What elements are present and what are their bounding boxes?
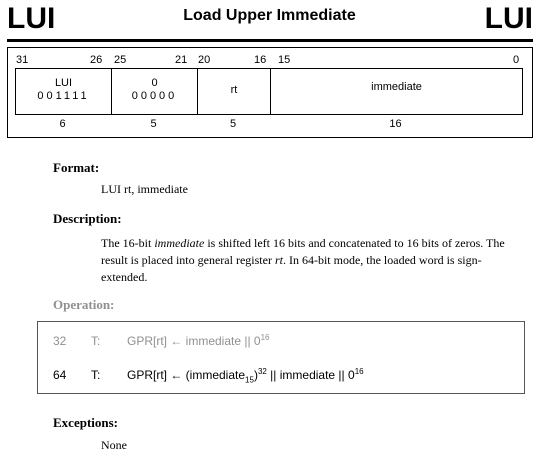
bit-number: 15 [278,54,291,66]
desc-emphasis: immediate [154,236,205,250]
format-text: LUI rt, immediate [101,182,188,196]
description-heading: Description: [53,211,122,226]
bit-number: 16 [254,54,267,66]
bit-number: 20 [198,54,211,66]
op-superscript: 16 [354,367,364,376]
exceptions-heading: Exceptions: [53,415,118,430]
op-superscript: 16 [260,333,270,342]
op-text: ) [253,368,258,382]
op-text: GPR[rt] ← (immediate [127,368,246,382]
bit-number: 21 [175,54,188,66]
field-name: LUI [54,77,73,89]
op-mode: 32 [53,334,67,348]
desc-part: . In 64-bit mode, the loaded word is sign-extended. [101,253,482,284]
bit-number: 25 [114,54,127,66]
field-width: 16 [389,118,402,130]
op-label: T: [91,334,101,348]
op-text: || immediate || 0 [266,368,355,382]
field-bits: 001111 [37,90,90,102]
field-width: 5 [150,118,157,130]
field-name: immediate [371,81,422,93]
op-expression-32 [127,334,270,348]
mnemonic-right: LUI [484,2,533,35]
field-width: 5 [229,118,237,130]
op-expression-64 [127,367,364,385]
field-width: 6 [59,118,66,130]
field-rt [198,69,271,114]
desc-emphasis: rt [274,253,283,267]
bit-number: 31 [16,54,29,66]
bit-number: 26 [90,54,103,66]
field-name: 0 [151,77,158,89]
operation-heading: Operation: [53,297,115,312]
field-zero [112,69,198,114]
op-mode: 64 [53,368,67,382]
op-text: GPR[rt] ← immediate || 0 [127,334,261,348]
header-rule [7,39,533,42]
op-superscript: 32 [257,367,267,376]
format-heading: Format: [53,160,100,175]
op-subscript: 15 [245,375,254,385]
field-name: rt [230,84,238,96]
field-immediate [271,69,522,114]
instruction-title: Load Upper Immediate [183,7,356,24]
instruction-fields [15,68,523,115]
exceptions-text: None [101,438,127,452]
field-opcode [16,69,112,114]
op-label: T: [91,368,101,382]
description-text [101,235,526,286]
desc-part: is shifted left 16 bits and concatenated to 16 bits of zeros. The result is placed into general register [101,236,505,267]
desc-part: The 16-bit [101,236,155,250]
mnemonic-left: LUI [7,2,56,35]
field-bits: 00000 [131,90,178,102]
operation-box [37,321,525,394]
bit-number: 0 [513,54,520,66]
